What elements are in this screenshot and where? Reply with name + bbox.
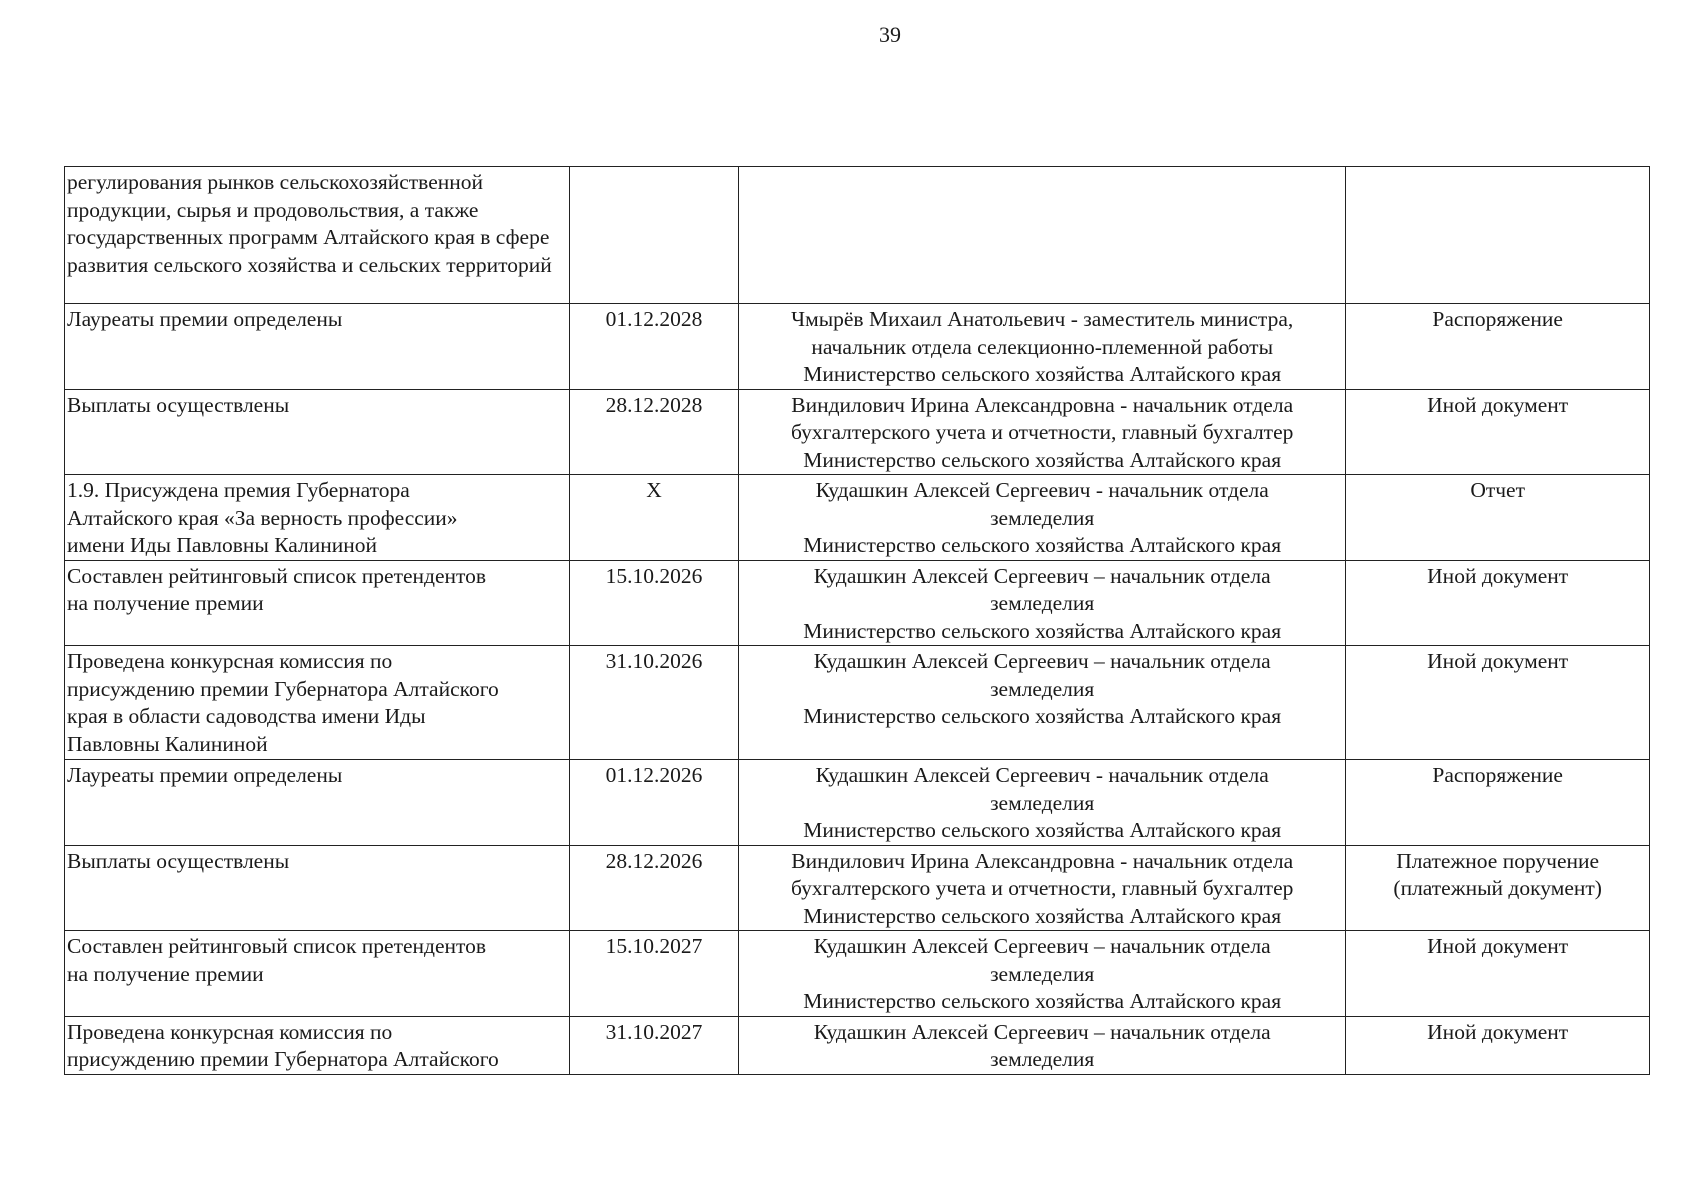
document-cell: Иной документ: [1346, 931, 1650, 1017]
date-cell: X: [570, 475, 739, 561]
document-cell: Отчет: [1346, 475, 1650, 561]
responsible-cell: Кудашкин Алексей Сергеевич – начальник отдела земледелия Министерство сельского хозяйства Алтайского края: [739, 646, 1346, 760]
task-cell: 1.9. Присуждена премия Губернатора Алтайского края «За верность профессии» имени Иды Павловны Калининой: [65, 475, 570, 561]
responsible-cell: Виндилович Ирина Александровна - начальник отдела бухгалтерского учета и отчетности, главный бухгалтер Министерство сельского хозяйства Алтайского края: [739, 389, 1346, 475]
responsible-cell: Кудашкин Алексей Сергеевич - начальник отдела земледелия Министерство сельского хозяйства Алтайского края: [739, 760, 1346, 846]
table-row: [65, 845, 1650, 931]
task-cell: Выплаты осуществлены: [65, 389, 570, 475]
plan-table: [64, 166, 1650, 1075]
responsible-cell: Кудашкин Алексей Сергеевич – начальник отдела земледелия Министерство сельского хозяйства Алтайского края: [739, 931, 1346, 1017]
date-cell: 01.12.2028: [570, 304, 739, 390]
date-cell: 15.10.2027: [570, 931, 739, 1017]
table-row: [65, 389, 1650, 475]
date-cell: 31.10.2027: [570, 1016, 739, 1074]
page-number: 39: [879, 22, 901, 47]
responsible-cell: Кудашкин Алексей Сергеевич – начальник отдела земледелия: [739, 1016, 1346, 1074]
responsible-cell: Чмырёв Михаил Анатольевич - заместитель министра, начальник отдела селекционно-племенной работы Министерство сельского хозяйства Алтайского края: [739, 304, 1346, 390]
responsible-cell: Кудашкин Алексей Сергеевич – начальник отдела земледелия Министерство сельского хозяйства Алтайского края: [739, 560, 1346, 646]
document-cell: Распоряжение: [1346, 304, 1650, 390]
date-cell: [570, 167, 739, 304]
table-row: [65, 560, 1650, 646]
date-cell: 01.12.2026: [570, 760, 739, 846]
table-row: [65, 760, 1650, 846]
table-row: [65, 646, 1650, 760]
task-cell: Составлен рейтинговый список претендентов на получение премии: [65, 931, 570, 1017]
responsible-cell: Кудашкин Алексей Сергеевич - начальник отдела земледелия Министерство сельского хозяйства Алтайского края: [739, 475, 1346, 561]
document-cell: Иной документ: [1346, 560, 1650, 646]
table-row: [65, 167, 1650, 304]
task-cell: Лауреаты премии определены: [65, 760, 570, 846]
document-cell: Иной документ: [1346, 646, 1650, 760]
task-cell: Проведена конкурсная комиссия по присуждению премии Губернатора Алтайского: [65, 1016, 570, 1074]
table-row: [65, 475, 1650, 561]
table-row: [65, 1016, 1650, 1074]
date-cell: 15.10.2026: [570, 560, 739, 646]
document-cell: Распоряжение: [1346, 760, 1650, 846]
document-cell: [1346, 167, 1650, 304]
task-cell: Лауреаты премии определены: [65, 304, 570, 390]
table-row: [65, 304, 1650, 390]
table-row: [65, 931, 1650, 1017]
date-cell: 31.10.2026: [570, 646, 739, 760]
responsible-cell: Виндилович Ирина Александровна - начальник отдела бухгалтерского учета и отчетности, главный бухгалтер Министерство сельского хозяйства Алтайского края: [739, 845, 1346, 931]
task-cell: Проведена конкурсная комиссия по присуждению премии Губернатора Алтайского края в области садоводства имени Иды Павловны Калининой: [65, 646, 570, 760]
task-cell: Выплаты осуществлены: [65, 845, 570, 931]
responsible-cell: [739, 167, 1346, 304]
date-cell: 28.12.2026: [570, 845, 739, 931]
task-cell: Составлен рейтинговый список претендентов на получение премии: [65, 560, 570, 646]
document-cell: Иной документ: [1346, 389, 1650, 475]
document-cell: Иной документ: [1346, 1016, 1650, 1074]
date-cell: 28.12.2028: [570, 389, 739, 475]
task-cell: регулирования рынков сельскохозяйственной продукции, сырья и продовольствия, а также государственных программ Алтайского края в сфере развития сельского хозяйства и сельских территорий: [65, 167, 570, 304]
document-cell: Платежное поручение (платежный документ): [1346, 845, 1650, 931]
